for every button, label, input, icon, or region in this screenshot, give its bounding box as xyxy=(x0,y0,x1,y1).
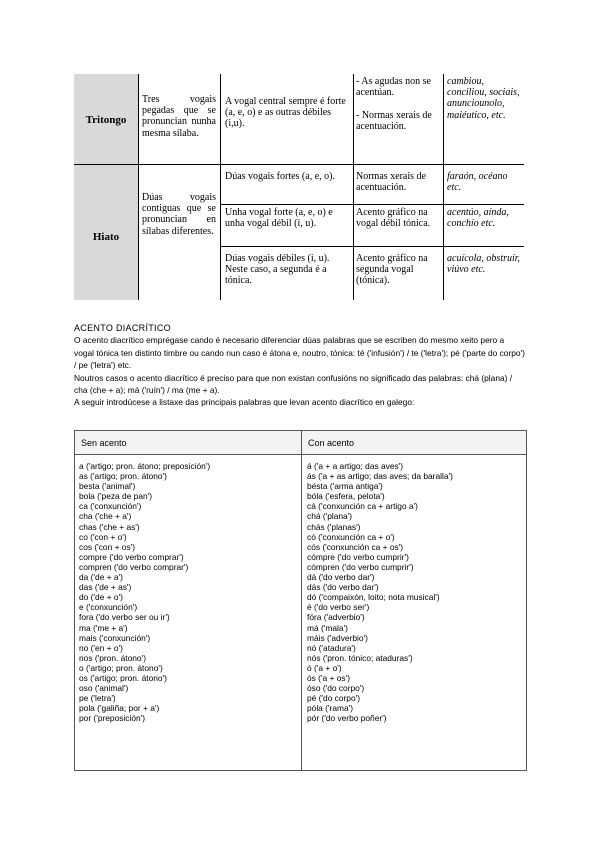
word-with-accent: é ('do verbo ser') xyxy=(307,602,370,613)
diacritic-section xyxy=(74,322,526,409)
tritongo-accent-rule-2: - Normas xerais de acentuación. xyxy=(356,110,432,133)
hiato-case-3-accent: Acento gráfico na segunda vogal (tónica). xyxy=(356,253,428,287)
word-without-accent: ca ('conxunción') xyxy=(79,501,142,512)
word-without-accent: fora ('do verbo ser ou ir') xyxy=(79,612,170,623)
word-with-accent: nós ('pron. tónico; ataduras') xyxy=(307,652,413,663)
hiato-case-2-rule: Unha vogal forte (a, e, o) e unha vogal débil (i, u). xyxy=(225,207,333,230)
section-paragraph-3: A seguir introdúcese a listaxe das principais palabras que levan acento diacrítico en galego: xyxy=(74,397,415,408)
section-paragraph-2: Noutros casos o acento diacrítico é preciso para que non existan confusións no significado das palabras: chá (plana) / cha (che + a); má ('ruín') / ma (me + a). xyxy=(74,372,513,396)
hiato-case-2-examples: acentúo, aínda, conchío etc. xyxy=(447,207,509,230)
hiato-case-3-rule: Dúas vogais débiles (i, u). Neste caso, a segunda é a tónica. xyxy=(225,253,330,287)
word-without-accent: no ('en + o') xyxy=(79,642,123,653)
hiato-case-2-accent: Acento gráfico na vogal débil tónica. xyxy=(356,207,431,230)
hiato-label: Hiato xyxy=(92,231,120,243)
word-without-accent: do ('de + o') xyxy=(79,592,123,603)
tritongo-definition: Tres vogais pegadas que se pronuncian nunha mesma sílaba. xyxy=(142,94,216,139)
word-with-accent: máis ('adverbio') xyxy=(307,632,368,643)
words-with-accent xyxy=(307,461,453,723)
diacritic-word-table xyxy=(74,430,527,771)
word-with-accent: ós ('a + os') xyxy=(307,672,350,683)
word-without-accent: da ('de + a') xyxy=(79,572,123,583)
section-title: ACENTO DIACRÍTICO xyxy=(74,323,171,333)
word-without-accent: compre ('do verbo comprar') xyxy=(79,551,184,562)
header-con-acento: Con acento xyxy=(301,431,526,455)
word-with-accent: má ('mala') xyxy=(307,622,348,633)
word-with-accent: chá ('plana') xyxy=(307,511,353,522)
word-without-accent: cos ('con + os') xyxy=(79,541,136,552)
word-without-accent: cha ('che + a') xyxy=(79,511,132,522)
tritongo-label: Tritongo xyxy=(85,114,127,126)
diphthong-table xyxy=(74,74,524,300)
word-with-accent: bésta ('arma antiga') xyxy=(307,481,383,492)
word-with-accent: cómpre ('do verbo cumprir') xyxy=(307,551,409,562)
word-with-accent: bóla ('esfera, pelota') xyxy=(307,491,385,502)
word-without-accent: o ('artigo; pron. átono') xyxy=(79,662,163,673)
word-without-accent: pola ('galiña; por + a') xyxy=(79,703,160,714)
word-without-accent: a ('artigo; pron. átono; preposición') xyxy=(79,461,211,471)
word-without-accent: co ('con + o') xyxy=(79,531,127,542)
word-without-accent: chas ('che + as') xyxy=(79,521,140,532)
word-with-accent: dá ('do verbo dar') xyxy=(307,572,375,583)
label-column xyxy=(74,74,138,300)
hiato-case-3-examples: acuícola, obstruír, viúvo etc. xyxy=(447,253,521,276)
header-sen-acento: Sen acento xyxy=(75,431,301,455)
hiato-case-1-accent: Normas xerais de acentuación. xyxy=(356,171,426,194)
word-with-accent: cómpren ('do verbo cumprir') xyxy=(307,561,414,572)
word-without-accent: pe ('letra') xyxy=(79,693,116,704)
tritongo-rule: A vogal central sempre é forte (a, e, o) e as outras débiles (i,u). xyxy=(225,96,346,130)
word-with-accent: ó ('a + o') xyxy=(307,662,342,673)
word-with-accent: nó ('atadura') xyxy=(307,642,356,653)
section-paragraph-1: O acento diacrítico emprégase cando é necesario diferenciar dúas palabras que se escriben do mesmo xeito pero a vogal tónica ten distinto timbre ou cando nun caso é átona e, noutro, tónica: té ('infusión') / te ('letra'); pé ('parte do corpo') / pe ('letra') etc. xyxy=(74,335,525,371)
word-with-accent: dó ('compaixón, loito; nota musical') xyxy=(307,592,440,603)
word-without-accent: por ('preposición') xyxy=(79,713,146,724)
word-without-accent: bola ('peza de pan') xyxy=(79,491,153,502)
word-with-accent: có ('conxunción ca + o') xyxy=(307,531,395,542)
word-without-accent: mais ('conxunción') xyxy=(79,632,151,643)
word-without-accent: nos ('pron. átono') xyxy=(79,652,146,663)
words-without-accent xyxy=(79,461,210,723)
word-without-accent: das ('de + as') xyxy=(79,582,132,593)
word-with-accent: cá ('conxunción ca + artigo a') xyxy=(307,501,418,512)
word-with-accent: óso ('do corpo') xyxy=(307,683,365,694)
word-with-accent: chás ('planas') xyxy=(307,521,361,532)
word-with-accent: fóra ('adverbio') xyxy=(307,612,365,623)
word-without-accent: compren ('do verbo comprar') xyxy=(79,561,189,572)
word-without-accent: os ('artigo; pron. átono') xyxy=(79,672,167,683)
word-without-accent: besta ('animal') xyxy=(79,481,136,492)
word-without-accent: oso ('animal') xyxy=(79,683,129,694)
word-with-accent: dás ('do verbo dar') xyxy=(307,582,379,593)
word-with-accent: pór ('do verbo poñer') xyxy=(307,713,387,724)
hiato-case-1-examples: faraón, océano etc. xyxy=(447,171,508,194)
word-without-accent: e ('conxunción') xyxy=(79,602,138,613)
tritongo-accent-rule-1: - As agudas non se acentúan. xyxy=(356,76,431,99)
word-without-accent: ma ('me + a') xyxy=(79,622,128,633)
word-with-accent: ás ('a + as artigo; das aves; da baralla') xyxy=(307,471,453,482)
word-with-accent: pé ('do corpo') xyxy=(307,693,361,704)
hiato-case-1-rule: Dúas vogais fortes (a, e, o). xyxy=(225,171,335,182)
hiato-definition: Dúas vogais contiguas que se pronuncian en sílabas diferentes. xyxy=(142,192,216,237)
word-with-accent: á ('a + a artigo; das aves') xyxy=(307,461,404,471)
word-with-accent: póla ('rama') xyxy=(307,703,354,714)
word-without-accent: as ('artigo; pron. átono') xyxy=(79,471,167,482)
word-with-accent: cós ('conxunción ca + os') xyxy=(307,541,404,552)
tritongo-examples: cambiou, conciliou, sociais, anunciounolo, maiéutico, etc. xyxy=(447,76,520,121)
